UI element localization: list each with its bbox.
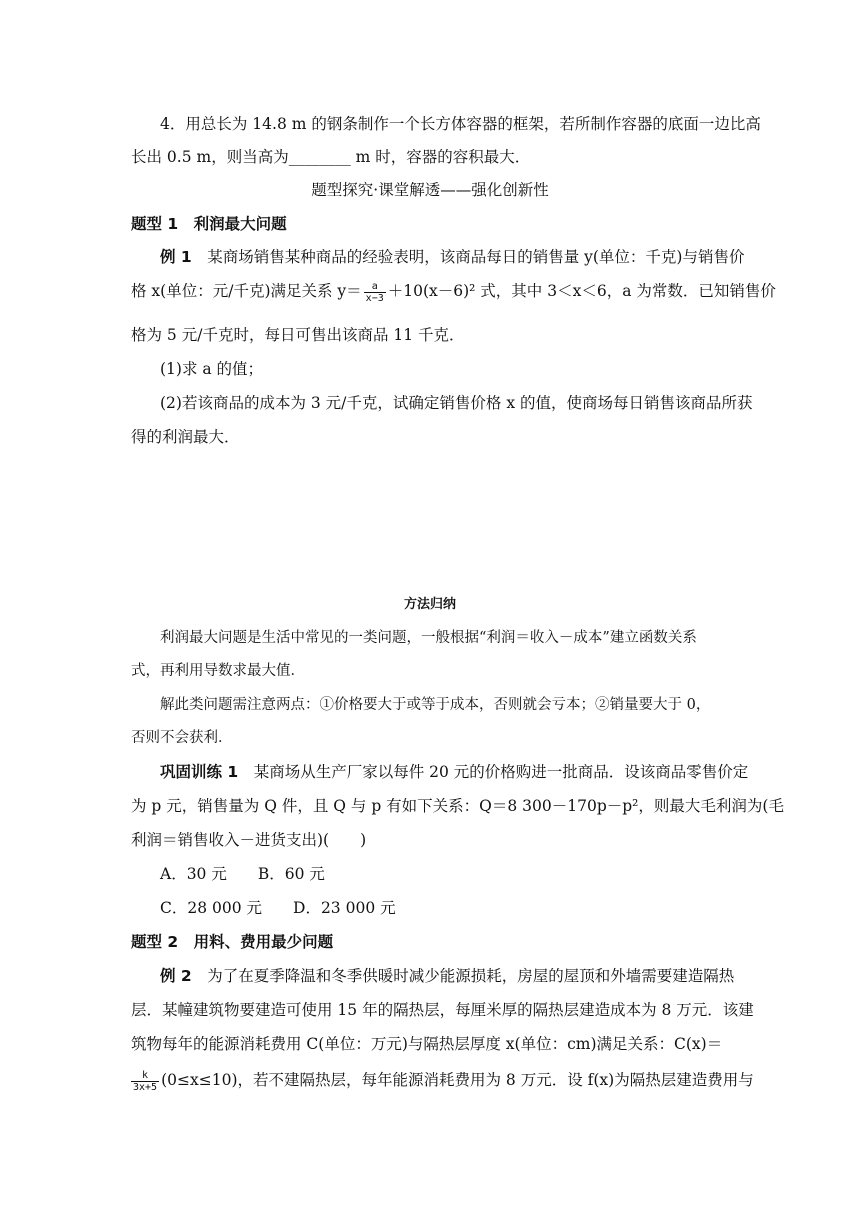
example1-label: 例 1: [160, 248, 192, 266]
q4-line-1: 4．用总长为 14.8 m 的钢条制作一个长方体容器的框架，若所制作容器的底面一边比高: [160, 115, 761, 133]
example1-text: 某商场销售某种商品的经验表明，该商品每日的销售量 y(单位：千克)与销售价: [191, 248, 745, 266]
practice1-options-cd: C．28 000 元 D．23 000 元: [160, 899, 396, 917]
example1-question-2-line-2: 得的利润最大．: [131, 428, 240, 446]
fraction-numerator: k: [131, 1070, 159, 1082]
fraction-denominator: 3x+5: [133, 1081, 158, 1093]
fraction-denominator: x−3: [365, 292, 384, 304]
q4-line-2: 长出 0.5 m，则当高为________ m 时，容器的容积最大．: [131, 148, 531, 166]
method-title: 方法归纳: [403, 597, 456, 612]
example1-question-2-line-1: (2)若该商品的成本为 3 元/千克，试确定销售价格 x 的值，使商场每日销售该商品所获: [160, 394, 753, 412]
example2-text: 为了在夏季降温和冬季供暖时减少能源损耗，房屋的屋顶和外墙需要建造隔热: [191, 967, 735, 985]
example1-line-3: 格为 5 元/千克时，每日可售出该商品 11 千克．: [131, 326, 465, 344]
example1-fraction: [364, 281, 386, 304]
type1-heading: 题型 1 利润最大问题: [131, 215, 287, 233]
section-title: 题型探究·课堂解透——强化创新性: [311, 181, 549, 199]
method-paragraph-1-line-2: 式，再利用导数求最大值．: [131, 663, 305, 679]
type2-heading: 题型 2 用料、费用最少问题: [131, 933, 334, 951]
example2-text-4: (0≤x≤10)，若不建隔热层，每年能源消耗费用为 8 万元．设 f(x)为隔热层建造费用与: [161, 1071, 754, 1089]
example2-line-2: 层．某幢建筑物要建造可使用 15 年的隔热层，每厘米厚的隔热层建造成本为 8 万元．该建: [131, 1001, 754, 1019]
example2-line-3: 筑物每年的能源消耗费用 C(单位：万元)与隔热层厚度 x(单位：cm)满足关系：C(x)＝: [131, 1035, 723, 1053]
practice1-options-ab: A．30 元 B．60 元: [160, 865, 325, 883]
example1-text-b: ＋10(x－6)² 式，其中 3＜x＜6，a 为常数．已知销售价: [387, 282, 776, 300]
example1-line-1: [160, 245, 744, 267]
example1-question-1: (1)求 a 的值；: [160, 360, 264, 378]
practice1-line-1: [160, 760, 748, 782]
practice1-line-2: 为 p 元，销售量为 Q 件，且 Q 与 p 有如下关系：Q＝8 300－170p－p²，则最大毛利润为(毛: [131, 797, 784, 815]
example2-label: 例 2: [160, 967, 192, 985]
example1-line-2: [131, 279, 776, 304]
example2-line-4: [131, 1068, 754, 1093]
example1-text-a: 格 x(单位：元/千克)满足关系 y＝: [131, 282, 362, 300]
method-paragraph-2-line-2: 否则不会获利．: [131, 730, 233, 746]
practice1-line-3: 利润＝销售收入－进货支出)( ): [131, 831, 367, 849]
example2-line-1: [160, 964, 734, 986]
method-paragraph-2-line-1: 解此类问题需注意两点：①价格要大于或等于成本，否则就会亏本；②销量要大于 0，: [160, 697, 711, 713]
example2-fraction: [131, 1070, 159, 1093]
method-paragraph-1-line-1: 利润最大问题是生活中常见的一类问题，一般根据“利润＝收入－成本”建立函数关系: [160, 630, 697, 646]
practice1-label: 巩固训练 1: [160, 763, 239, 781]
practice1-text: 某商场从生产厂家以每件 20 元的价格购进一批商品．设该商品零售价定: [238, 763, 749, 781]
fraction-numerator: a: [364, 281, 386, 293]
